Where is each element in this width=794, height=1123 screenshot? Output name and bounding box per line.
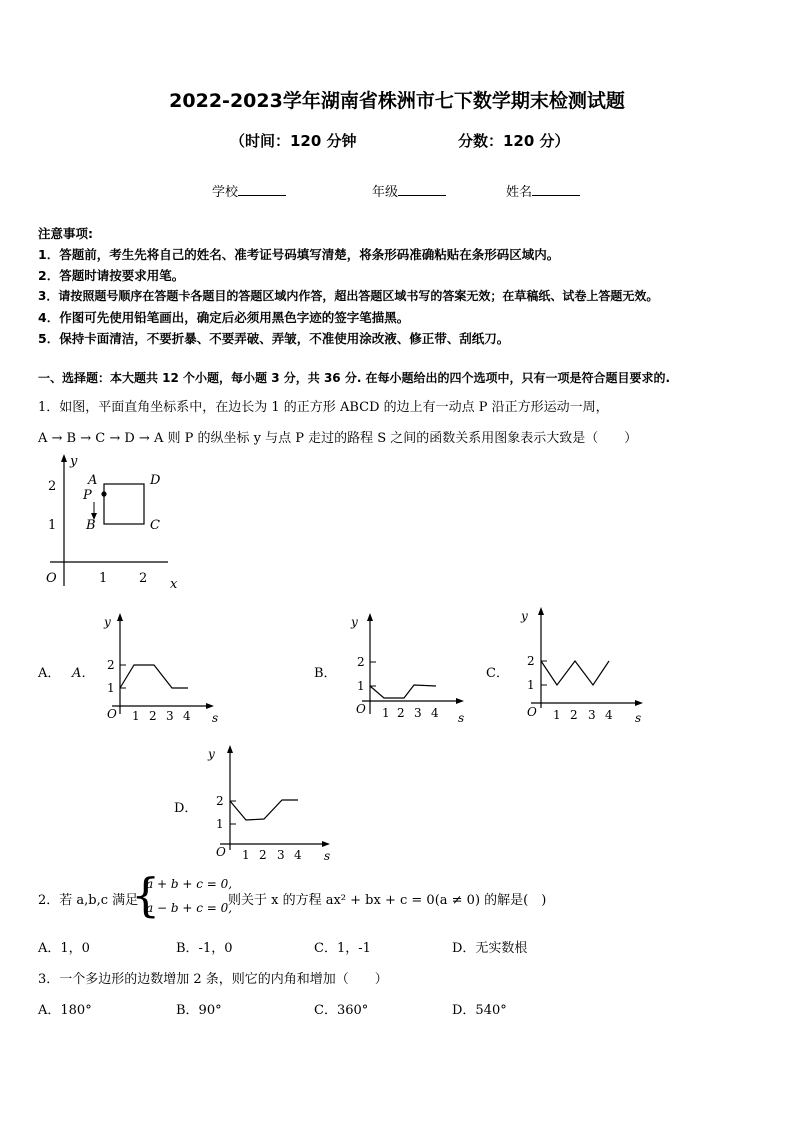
- option-a-label: A．: [38, 666, 61, 681]
- school-label: 学校: [212, 185, 239, 200]
- option-c-graph: [517, 604, 649, 726]
- graph-a-xtick-2: 2: [149, 709, 157, 723]
- q2-option-c: C．1，-1: [314, 941, 371, 956]
- name-label: 姓名: [506, 185, 533, 200]
- point-label-a: A: [88, 473, 98, 488]
- graph-d-origin: O: [216, 845, 226, 859]
- section-heading: 一、选择题：本大题共 12 个小题，每小题 3 分，共 36 分. 在每小题给出的四个选项中，只有一项是符合题目要求的.: [38, 371, 671, 385]
- graph-b-tick-2: 2: [357, 655, 365, 669]
- question-2-text: 则关于 x 的方程 ax² + bx + c = 0(a ≠ 0) 的解是( ): [228, 893, 547, 908]
- option-a-extra-label: A．: [72, 666, 95, 681]
- graph-a-tick-2: 2: [107, 658, 115, 672]
- grade-blank: [398, 183, 446, 196]
- graph-d-tick-2: 2: [216, 794, 224, 808]
- graph-a-origin: O: [107, 707, 117, 721]
- graph-d-xtick-4: 4: [294, 848, 302, 862]
- square-figure: [36, 452, 186, 594]
- notes-title: 注意事项:: [38, 226, 93, 241]
- graph-a-xtick-3: 3: [166, 709, 174, 723]
- question-2-prefix: 2．若 a,b,c 满足: [38, 893, 139, 908]
- graph-b-s-label: s: [458, 711, 465, 725]
- graph-d-xtick-2: 2: [259, 848, 267, 862]
- graph-b-xtick-2: 2: [397, 706, 405, 720]
- q3-option-c: C．360°: [314, 1003, 369, 1018]
- graph-c-xtick-1: 1: [553, 708, 561, 722]
- graph-c-origin: O: [527, 705, 537, 719]
- q3-option-a: A．180°: [38, 1003, 92, 1018]
- system-equation-2: a − b + c = 0,: [146, 901, 233, 915]
- origin-label: O: [46, 571, 57, 586]
- question-1-line-1: 1．如图，平面直角坐标系中，在边长为 1 的正方形 ABCD 的边上有一动点 P 沿正方形运动一周，: [38, 400, 609, 415]
- option-d-label: D．: [174, 801, 198, 816]
- school-field: [212, 181, 286, 200]
- graph-b-tick-1: 1: [357, 679, 365, 693]
- graph-c-s-label: s: [635, 711, 642, 725]
- option-a-graph: [98, 610, 228, 726]
- graph-c-y-label: y: [521, 609, 528, 623]
- question-1-line-2: A → B → C → D → A 则 P 的纵坐标 y 与点 P 走过的路程 S 之间的函数关系用图象表示大致是（ ）: [38, 431, 638, 446]
- q3-option-b: B．90°: [176, 1003, 222, 1018]
- graph-d-xtick-1: 1: [242, 848, 250, 862]
- axis-label-x: x: [170, 577, 178, 592]
- option-b-graph: [348, 610, 478, 726]
- tick-label-y-2: 2: [48, 479, 57, 494]
- name-field: [506, 181, 580, 200]
- note-item: 4．作图可先使用铅笔画出，确定后必须用黑色字迹的签字笔描黑。: [38, 310, 410, 325]
- graph-d-xtick-3: 3: [277, 848, 285, 862]
- graph-b-origin: O: [356, 702, 366, 716]
- system-brace: {: [131, 868, 161, 922]
- graph-a-tick-1: 1: [107, 681, 115, 695]
- note-item: 3．请按照题号顺序在答题卡各题目的答题区域内作答，超出答题区域书写的答案无效；在草稿纸、试卷上答题无效。: [38, 289, 659, 303]
- graph-c-xtick-2: 2: [570, 708, 578, 722]
- tick-label-y-1: 1: [48, 518, 57, 533]
- graph-a-xtick-4: 4: [183, 709, 191, 723]
- axis-label-y: y: [70, 454, 78, 469]
- graph-b-xtick-3: 3: [414, 706, 422, 720]
- tick-label-x-2: 2: [139, 571, 148, 586]
- graph-c-xtick-4: 4: [605, 708, 613, 722]
- graph-d-s-label: s: [324, 849, 331, 863]
- exam-score: 分数：120 分）: [458, 132, 570, 150]
- school-blank: [238, 183, 286, 196]
- graph-c-tick-2: 2: [527, 654, 535, 668]
- notes-block: [38, 223, 658, 349]
- q3-option-d: D．540°: [452, 1003, 507, 1018]
- q2-option-d: D．无实数根: [452, 941, 528, 956]
- option-b-label: B．: [314, 666, 337, 681]
- grade-field: [372, 181, 446, 200]
- graph-a-s-label: s: [212, 711, 219, 725]
- exam-time: （时间：120 分钟: [230, 132, 357, 150]
- point-label-p: P: [83, 488, 92, 503]
- q2-option-b: B．-1，0: [176, 941, 233, 956]
- graph-a-xtick-1: 1: [132, 709, 140, 723]
- name-blank: [532, 183, 580, 196]
- graph-c-tick-1: 1: [527, 678, 535, 692]
- graph-b-xtick-4: 4: [431, 706, 439, 720]
- system-equation-1: a + b + c = 0,: [146, 877, 233, 891]
- grade-label: 年级: [372, 185, 399, 200]
- tick-label-x-1: 1: [99, 571, 108, 586]
- point-label-c: C: [150, 518, 160, 533]
- note-item: 2．答题时请按要求用笔。: [38, 268, 185, 283]
- point-label-d: D: [150, 473, 161, 488]
- q2-option-a: A．1，0: [38, 941, 90, 956]
- point-label-b: B: [86, 518, 96, 533]
- option-c-label: C．: [486, 666, 509, 681]
- graph-a-y-label: y: [104, 615, 111, 629]
- question-3-text: 3．一个多边形的边数增加 2 条，则它的内角和增加（ ）: [38, 972, 388, 987]
- option-d-graph: [204, 742, 336, 864]
- graph-d-y-label: y: [208, 747, 215, 761]
- graph-d-tick-1: 1: [216, 817, 224, 831]
- graph-b-xtick-1: 1: [382, 706, 390, 720]
- graph-b-y-label: y: [351, 615, 358, 629]
- graph-c-xtick-3: 3: [588, 708, 596, 722]
- page-title: 2022-2023学年湖南省株洲市七下数学期末检测试题: [169, 90, 625, 112]
- note-item: 1．答题前，考生先将自己的姓名、准考证号码填写清楚，将条形码准确粘贴在条形码区域内。: [38, 247, 560, 262]
- note-item: 5．保持卡面清洁，不要折暴、不要弄破、弄皱，不准使用涂改液、修正带、刮纸刀。: [38, 331, 510, 346]
